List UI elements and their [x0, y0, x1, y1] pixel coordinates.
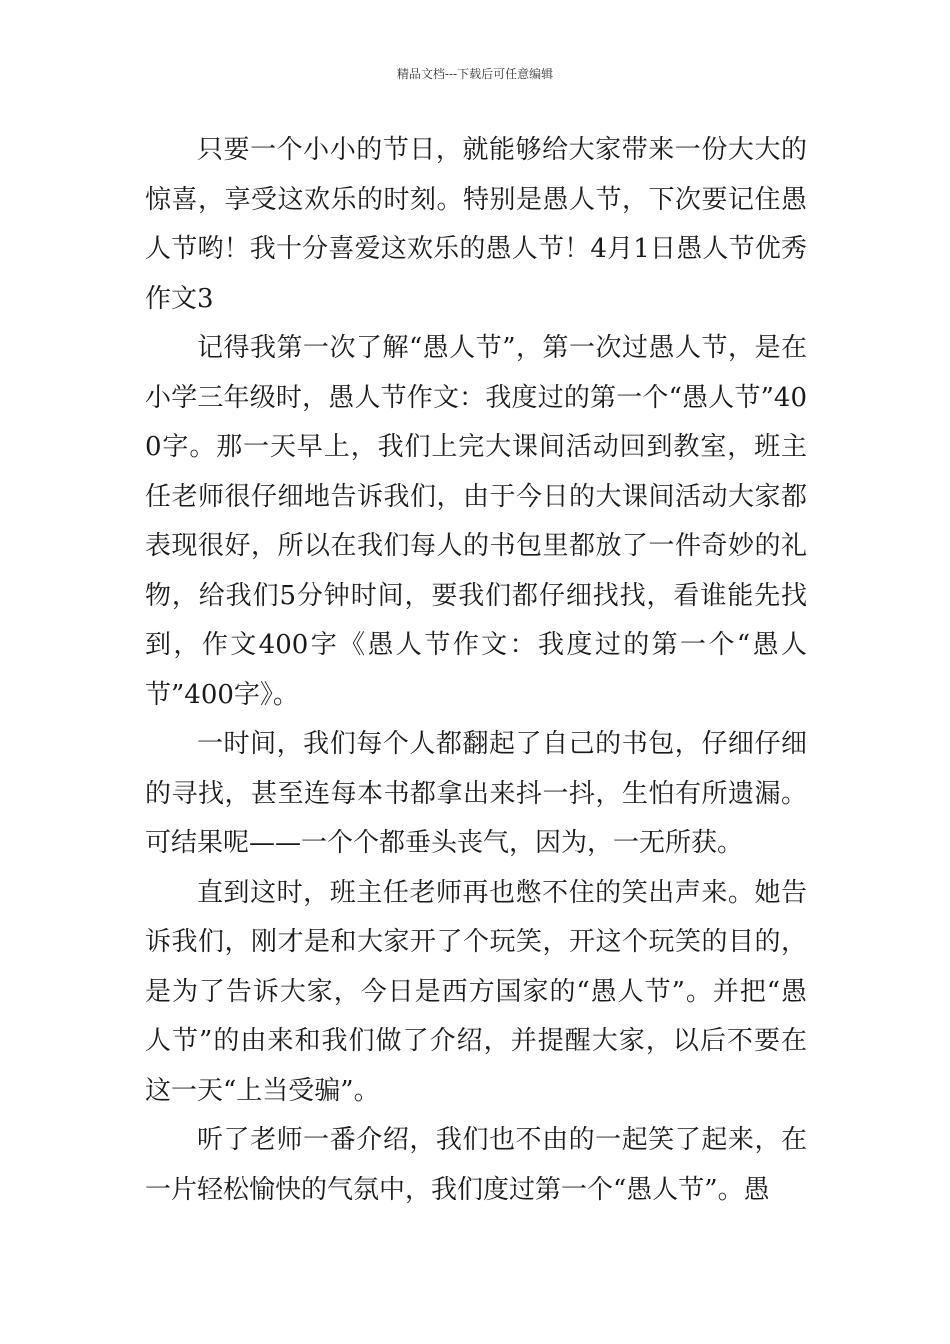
paragraph: 只要一个小小的节日，就能够给大家带来一份大大的惊喜，享受这欢乐的时刻。特别是愚人节，下次要记住愚人节哟！我十分喜爱这欢乐的愚人节！4月1日愚人节优秀作文3 [145, 135, 807, 314]
paragraph: 记得我第一次了解“愚人节”，第一次过愚人节，是在小学三年级时，愚人节作文：我度过的第一个“愚人节”400字。那一天早上，我们上完大课间活动回到教室，班主任老师很仔细地告诉我们，由于今日的大课间活动大家都表现很好，所以在我们每人的书包里都放了一件奇妙的礼物，给我们5分钟时间，要我们都仔细找找，看谁能先找到，作文400字《愚人节作文：我度过的第一个“愚人节”400字》。 [145, 333, 807, 710]
page-header: 精品文档---下载后可任意编辑 [396, 67, 554, 81]
paragraph: 听了老师一番介绍，我们也不由的一起笑了起来，在一片轻松愉快的气氛中，我们度过第一个“愚人节”。愚 [145, 1125, 807, 1205]
paragraph: 直到这时，班主任老师再也憋不住的笑出声来。她告诉我们，刚才是和大家开了个玩笑，开这个玩笑的目的，是为了告诉大家，今日是西方国家的“愚人节”。并把“愚人节”的由来和我们做了介绍，并提醒大家，以后不要在这一天“上当受骗”。 [145, 877, 807, 1106]
document-body [145, 126, 807, 1215]
paragraph: 一时间，我们每个人都翻起了自己的书包，仔细仔细的寻找，甚至连每本书都拿出来抖一抖，生怕有所遗漏。可结果呢——一个个都垂头丧气，因为，一无所获。 [145, 729, 807, 858]
